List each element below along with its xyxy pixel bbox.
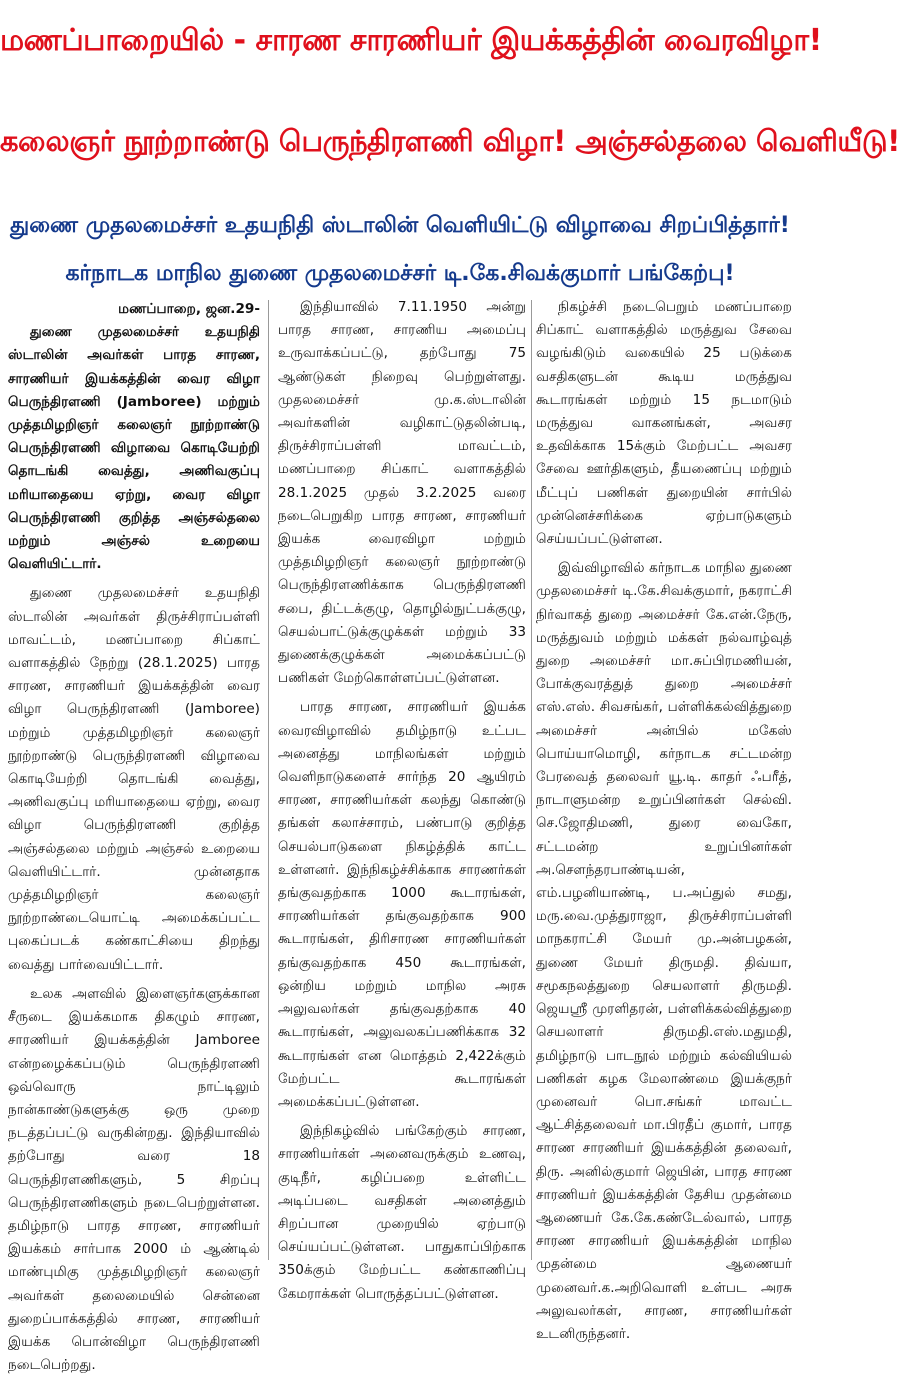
article-paragraph: துணை முதலமைச்சர் உதயநிதி ஸ்டாலின் அவர்கள் திருச்சிராப்பள்ளி மாவட்டம், மணப்பாறை சிப்காட் வளாகத்தில் நேற்று (28.1.2025) பாரத சாரண, சாரணியர் இயக்கத்தின் வைர விழா பெருந்திரளணி (Jamboree) மற்றும் முத்தமிழறிஞர் கலைஞர் நூற்றாண்டு பெருந்திரளணி விழாவை கொடியேற்றி தொடங்கி வைத்து, அணிவகுப்பு மரியாதையை ஏற்று, வைர விழா பெருந்திரளணி குறித்த அஞ்சல்தலை மற்றும் அஞ்சல் உறையை வெளியிட்டார். முன்னதாக முத்தமிழறிஞர் கலைஞர் நூற்றாண்டையொட்டி அமைக்கப்பட்ட புகைப்படக் கண்காட்சியை திறந்து வைத்து பார்வையிட்டார். bbox=[8, 585, 260, 973]
article-paragraph: இந்தியாவில் 7.11.1950 அன்று பாரத சாரண, சாரணிய அமைப்பு உருவாக்கப்பட்டு, தற்போது 75 ஆண்டுகள் நிறைவு பெற்றுள்ளது. முதலமைச்சர் மு.க.ஸ்டாலின் அவர்களின் வழிகாட்டுதலின்படி, திருச்சிராப்பள்ளி மாவட்டம், மணப்பாறை சிப்காட் வளாகத்தில் 28.1.2025 முதல் 3.2.2025 வரை நடைபெறுகிற பாரத சாரண, சாரணியர் இயக்க வைரவிழா மற்றும் முத்தமிழறிஞர் கலைஞர் நூற்றாண்டு பெருந்திரளணிக்காக பெருந்திரளணி சபை, திட்டக்குழு, தொழில்நுட்பக்குழு, செயல்பாட்டுக்குழுக்கள் மற்றும் 33 துணைக்குழுக்கள் அமைக்கப்பட்டு பணிகள் மேற்கொள்ளப்பட்டுள்ளன. bbox=[278, 299, 526, 687]
subheadline-line-1: துணை முதலமைச்சர் உதயநிதி ஸ்டாலின் வெளியிட்டு விழாவை சிறப்பித்தார்! bbox=[10, 213, 790, 238]
dateline: மணப்பாறை, ஜன.29- bbox=[118, 301, 260, 317]
lead-paragraph: துணை முதலமைச்சர் உதயநிதி ஸ்டாலின் அவர்கள் பாரத சாரண, சாரணியர் இயக்கத்தின் வைர விழா பெருந்திரளணி (Jamboree) மற்றும் முத்தமிழறிஞர் கலைஞர் நூற்றாண்டு பெருந்திரளணி விழாவை கொடியேற்றி தொடங்கி வைத்து, அணிவகுப்பு மரியாதையை ஏற்று, வைர விழா பெருந்திரளணி குறித்த அஞ்சல்தலை மற்றும் அஞ்சல் உறையை வெளியிட்டார். bbox=[8, 324, 260, 573]
article-column-2 bbox=[278, 296, 526, 1302]
article-paragraph: இவ்விழாவில் கர்நாடக மாநில துணை முதலமைச்சர் டி.கே.சிவக்குமார், நகராட்சி நிர்வாகத் துறை அமைச்சர் கே.என்.நேரு, மருத்துவம் மற்றும் மக்கள் நல்வாழ்வுத் துறை அமைச்சர் மா.சுப்பிரமணியன், போக்குவரத்துத் துறை அமைச்சர் எஸ்.எஸ். சிவசங்கர், பள்ளிக்கல்வித்துறை அமைச்சர் அன்பில் மகேஸ் பொய்யாமொழி, கர்நாடக சட்டமன்ற பேரவைத் தலைவர் யூ.டி. காதர் ஃபரீத், நாடாளுமன்ற உறுப்பினர்கள் செல்வி. செ.ஜோதிமணி, துரை வைகோ, சட்டமன்ற உறுப்பினர்கள் அ.சௌந்தரபாண்டியன், எம்.பழனியாண்டி, ப.அப்துல் சமது, மரு.வை.முத்துராஜா, திருச்சிராப்பள்ளி மாநகராட்சி மேயர் மு.அன்பழகன், துணை மேயர் திருமதி. திவ்யா, சமூகநலத்துறை செயலாளர் திருமதி. ஜெயஸ்ரீ முரளிதரன், பள்ளிக்கல்வித்துறை செயலாளர் திருமதி.எஸ்.மதுமதி, தமிழ்நாடு பாடநூல் மற்றும் கல்வியியல் பணிகள் கழக மேலாண்மை இயக்குநர் முனைவர் பொ.சங்கர் மாவட்ட ஆட்சித்தலைவர் மா.பிரதீப் குமார், பாரத சாரண சாரணியர் இயக்கத்தின் தலைவர், திரு. அனில்குமார் ஜெயின், பாரத சாரண சாரணியர் இயக்கத்தின் தேசிய முதன்மை ஆணையர் கே.கே.கண்டேல்வால், பாரத சாரண சாரணியர் இயக்கத்தின் மாநில முதன்மை ஆணையர் முனைவர்.க.அறிவொளி உள்பட அரசு அலுவலர்கள், சாரண, சாரணியர்கள் உடனிருந்தனர். bbox=[536, 560, 792, 1342]
headline-line-2: கலைஞர் நூற்றாண்டு பெருந்திரளணி விழா! அஞ்சல்தலை வெளியீடு! bbox=[0, 124, 900, 158]
article-paragraph: இந்நிகழ்வில் பங்கேற்கும் சாரண, சாரணியர்கள் அனைவருக்கும் உணவு, குடிநீர், கழிப்பறை உள்ளிட்ட அடிப்படை வசதிகள் அனைத்தும் சிறப்பான முறையில் ஏற்பாடு செய்யப்பட்டுள்ளன. பாதுகாப்பிற்காக 350க்கும் மேற்பட்ட கண்காணிப்பு கேமராக்கள் பொருத்தப்பட்டுள்ளன. bbox=[278, 1123, 526, 1302]
column-divider bbox=[268, 300, 269, 1260]
article-column-3 bbox=[536, 296, 792, 1342]
article-column-1 bbox=[8, 296, 260, 1374]
headline-line-1: மணப்பாறையில் - சாரண சாரணியர் இயக்கத்தின் வைரவிழா! bbox=[0, 23, 822, 58]
article-paragraph: பாரத சாரண, சாரணியர் இயக்க வைரவிழாவில் தமிழ்நாடு உட்பட அனைத்து மாநிலங்கள் மற்றும் வெளிநாடுகளைச் சார்ந்த 20 ஆயிரம் சாரண, சாரணியர்கள் கலந்து கொண்டு தங்கள் கலாச்சாரம், பண்பாடு குறித்த செயல்பாடுகளை நிகழ்த்திக் காட்ட உள்ளனர். இந்நிகழ்ச்சிக்காக சாரணர்கள் தங்குவதற்காக 1000 கூடாரங்கள், சாரணியர்கள் தங்குவதற்காக 900 கூடாரங்கள், திரிசாரண சாரணியர்கள் தங்குவதற்காக 450 கூடாரங்கள், ஒன்றிய மற்றும் மாநில அரசு அலுவலர்கள் தங்குவதற்காக 40 கூடாரங்கள், அலுவலகப்பணிக்காக 32 கூடாரங்கள் என மொத்தம் 2,422க்கும் மேற்பட்ட கூடாரங்கள் அமைக்கப்பட்டுள்ளன. bbox=[278, 699, 526, 1110]
article-paragraph: நிகழ்ச்சி நடைபெறும் மணப்பாறை சிப்காட் வளாகத்தில் மருத்துவ சேவை வழங்கிடும் வகையில் 25 படுக்கை வசதிகளுடன் கூடிய மருத்துவ கூடாரங்கள் மற்றும் 15 நடமாடும் மருத்துவ வாகனங்கள், அவசர உதவிக்காக 15க்கும் மேற்பட்ட அவசர சேவை ஊர்திகளும், தீயணைப்பு மற்றும் மீட்புப் பணிகள் துறையின் சார்பில் முன்னெச்சரிக்கை ஏற்பாடுகளும் செய்யப்பட்டுள்ளன. bbox=[536, 299, 792, 548]
subheadline-line-2: கர்நாடக மாநில துணை முதலமைச்சர் டி.கே.சிவக்குமார் பங்கேற்பு! bbox=[65, 261, 735, 286]
article-paragraph: உலக அளவில் இளைஞர்களுக்கான சீருடை இயக்கமாக திகழும் சாரண, சாரணியர் இயக்கத்தின் Jamboree என்றழைக்கப்படும் பெருந்திரளணி ஒவ்வொரு நாட்டிலும் நான்காண்டுகளுக்கு ஒரு முறை நடத்தப்பட்டு வருகின்றது. இந்தியாவில் தற்போது வரை 18 பெருந்திரளணிகளும், 5 சிறப்பு பெருந்திரளணிகளும் நடைபெற்றுள்ளன. தமிழ்நாடு பாரத சாரண, சாரணியர் இயக்கம் சார்பாக 2000 ம் ஆண்டில் மாண்புமிகு முத்தமிழறிஞர் கலைஞர் அவர்கள் தலைமையில் சென்னை துறைப்பாக்கத்தில் சாரண, சாரணியர் இயக்க பொன்விழா பெருந்திரளணி நடைபெற்றது. bbox=[8, 985, 260, 1374]
column-divider bbox=[531, 300, 532, 1260]
